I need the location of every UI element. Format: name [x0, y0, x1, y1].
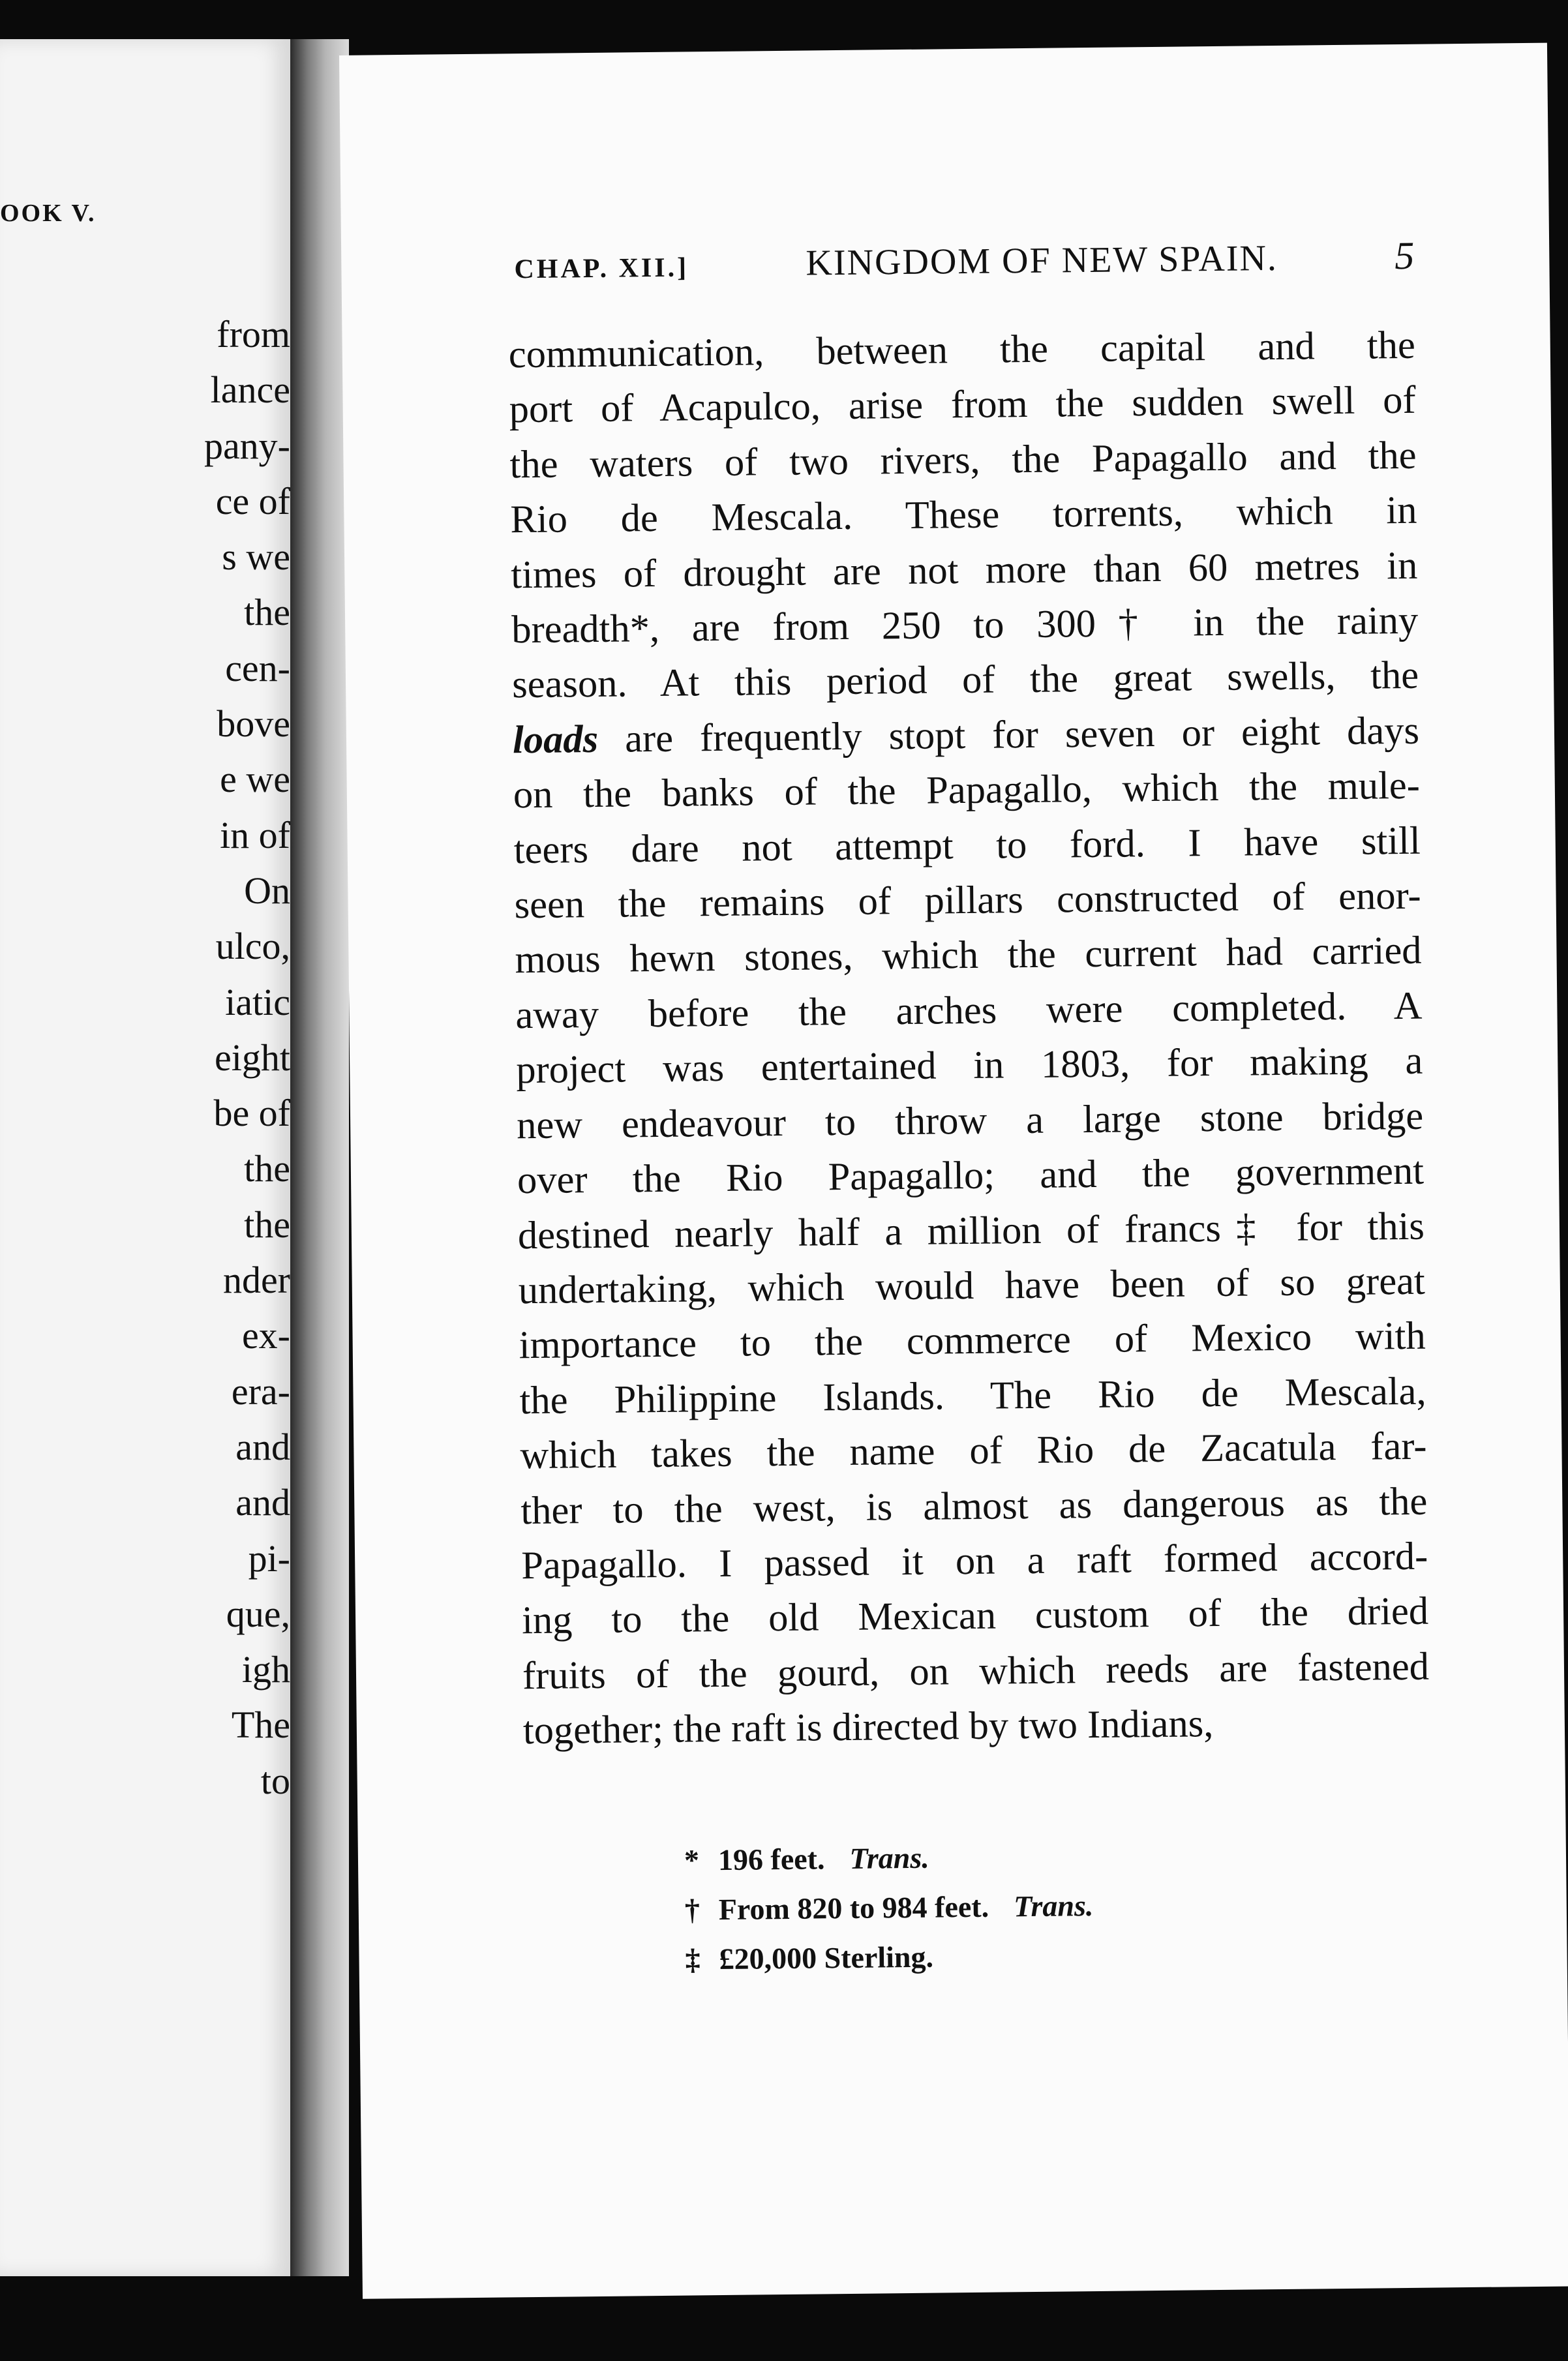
running-head [514, 233, 1415, 288]
footnote-mark: ‡ [685, 1942, 701, 1976]
left-page-line-fragment: bove [217, 702, 290, 745]
body-line: teers dare not attempt to ford. I have still [513, 819, 1421, 872]
body-line: season. At this period of the great swells, the [511, 654, 1419, 707]
body-line: Rio de Mescala. These torrents, which in [510, 488, 1417, 542]
page-number: 5 [1394, 233, 1415, 278]
left-facing-page [0, 39, 290, 2276]
left-page-line-fragment: to [260, 1759, 290, 1802]
footnote-translator-note: Trans. [849, 1841, 930, 1875]
body-line: over the Rio Papagallo; and the government [517, 1149, 1425, 1203]
footnote [685, 1927, 1403, 1985]
left-page-line-fragment: s we [222, 535, 290, 579]
chapter-label: CHAP. XII.] [514, 252, 689, 285]
body-line: fruits of the gourd, on which reeds are fastened [522, 1644, 1430, 1698]
body-line: importance to the commerce of Mexico with [519, 1314, 1426, 1368]
body-line: ther to the west, is almost as dangerous as the [520, 1479, 1428, 1533]
book-gutter [290, 39, 349, 2276]
footnotes [684, 1828, 1403, 1985]
left-page-line-fragment: and [235, 1425, 290, 1468]
body-line: seen the remains of pillars constructed of enor- [514, 873, 1421, 927]
page-header-title: KINGDOM OF NEW SPAIN. [806, 237, 1278, 284]
footnote [684, 1878, 1402, 1935]
left-page-line-fragment: On [244, 869, 290, 912]
body-line: which takes the name of Rio de Zacatula far- [520, 1424, 1427, 1478]
body-line: breadth*, are from 250 to 300† in the rainy [511, 598, 1419, 652]
left-page-line-fragment: cen- [225, 646, 290, 689]
right-page [339, 43, 1568, 2299]
left-page-line-fragment: iatic [225, 980, 290, 1023]
body-line: undertaking, which would have been of so great [518, 1259, 1426, 1313]
body-line: project was entertained in 1803, for making a [515, 1038, 1423, 1092]
left-page-line-fragment: que, [226, 1592, 290, 1635]
left-page-line-fragment: eight [215, 1036, 290, 1079]
left-page-line-fragment: era- [231, 1370, 290, 1413]
footnote-mark: * [684, 1843, 700, 1877]
left-page-text-fragments [0, 307, 290, 1809]
footnote-text: £20,000 Sterling. [719, 1940, 934, 1976]
left-page-line-fragment: igh [241, 1648, 290, 1691]
left-page-line-fragment: from [217, 313, 290, 355]
left-page-line-fragment: ulco, [215, 925, 290, 968]
footnote-text: From 820 to 984 feet. [718, 1889, 989, 1927]
body-line: communication, between the capital and the [508, 323, 1416, 377]
body-line: the waters of two rivers, the Papagallo and the [509, 433, 1417, 487]
body-line: new endeavour to throw a large stone bridge [516, 1094, 1424, 1147]
body-line [513, 704, 1420, 768]
footnote-mark: † [684, 1893, 701, 1927]
left-page-line-fragment: the [244, 1203, 290, 1246]
body-line: destined nearly half a million of francs‡ for this [517, 1204, 1425, 1257]
body-line: on the banks of the Papagallo, which the mule- [513, 763, 1421, 817]
left-page-line-fragment: and [235, 1481, 290, 1524]
left-page-line-fragment: pany- [204, 424, 290, 467]
body-line: away before the arches were completed. A [515, 984, 1423, 1038]
body-line: mous hewn stones, which the current had carried [515, 929, 1422, 982]
left-page-line-fragment: ce of [215, 479, 290, 522]
body-line: port of Acapulco, arise from the sudden swell of [509, 378, 1416, 432]
footnote-text: 196 feet. [717, 1842, 825, 1877]
footnote [684, 1828, 1402, 1886]
left-page-line-fragment: lance [210, 368, 290, 412]
left-page-line-fragment: the [244, 1147, 290, 1190]
body-line: together; the raft is directed by two Indians, [522, 1702, 1214, 1753]
body-line: the Philippine Islands. The Rio de Mescala, [519, 1369, 1426, 1422]
left-page-line-fragment: pi- [248, 1537, 290, 1580]
left-page-line-fragment: ex- [241, 1314, 290, 1357]
left-page-line-fragment: e we [220, 758, 290, 801]
left-page-line-fragment: nder [222, 1259, 290, 1302]
italic-word: loads [512, 717, 599, 762]
left-page-line-fragment: The [231, 1704, 290, 1747]
left-page-line-fragment: in of [220, 813, 290, 856]
left-running-head [0, 199, 290, 228]
left-running-head-text: OOK V. [0, 200, 97, 227]
body-text [508, 318, 1430, 1759]
body-line: ing to the old Mexican custom of the dried [521, 1589, 1429, 1643]
body-line-text: are frequently stopt for seven or eight days [597, 708, 1420, 761]
body-line: times of drought are not more than 60 metres in [511, 543, 1418, 597]
left-page-line-fragment: the [244, 591, 290, 634]
footnote-translator-note: Trans. [1013, 1889, 1094, 1923]
body-line: Papagallo. I passed it on a raft formed accord- [520, 1534, 1428, 1588]
left-page-line-fragment: be of [213, 1092, 290, 1135]
